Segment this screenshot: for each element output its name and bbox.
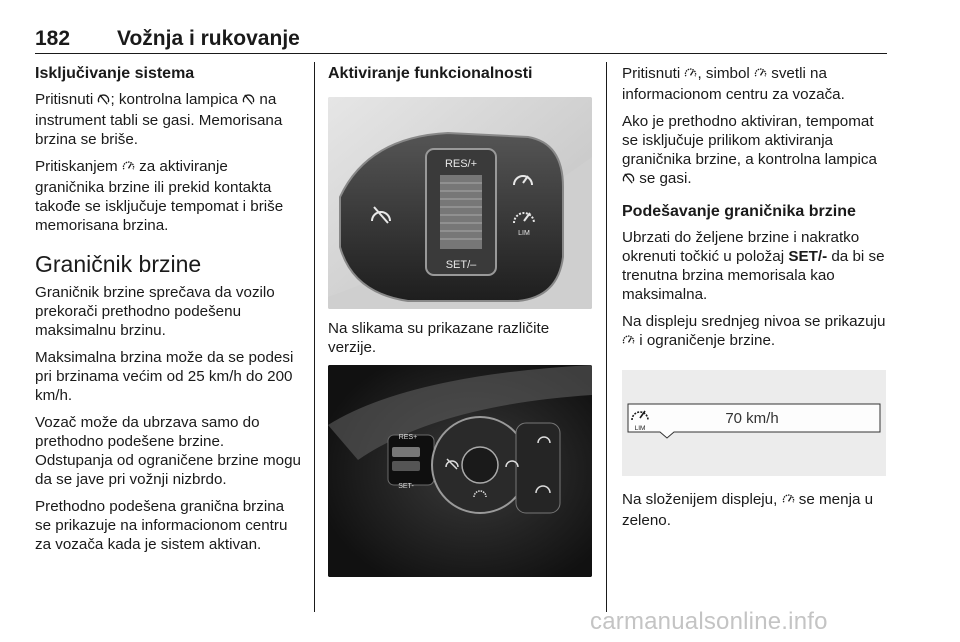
column-divider: [314, 62, 315, 612]
svg-text:SET/–: SET/–: [445, 259, 477, 271]
paragraph: Ako je prethodno aktiviran, tempomat se isključuje prilikom aktiviranja graničnika brzine, a kontrolna lampica se gasi.: [622, 112, 886, 190]
cruise-off-icon: [242, 92, 255, 111]
section-heading: Podešavanje graničnika brzine: [622, 203, 856, 220]
watermark: carmanualsonline.info: [590, 608, 828, 635]
image-caption: Na slikama su prikazane različite verzije.: [328, 320, 550, 356]
svg-text:LIM: LIM: [518, 230, 530, 237]
svg-text:RES+: RES+: [398, 434, 418, 441]
page-number: 182: [35, 27, 71, 50]
svg-text:RES/+: RES/+: [444, 158, 478, 170]
paragraph: Na složenijem displeju, se menja u zeleno.: [622, 491, 874, 529]
steering-wheel-photo-1: [328, 97, 592, 309]
cruise-off-icon: [622, 171, 635, 190]
speed-limiter-icon: [754, 66, 767, 85]
display-speed: 70 km/h: [725, 410, 779, 427]
column-middle: [328, 64, 592, 577]
speed-limiter-icon: [782, 492, 795, 511]
section-heading: Aktiviranje funkcionalnosti: [328, 65, 533, 82]
driver-info-display: [622, 370, 886, 476]
column-divider: [606, 62, 607, 612]
paragraph: Pritiskanjem za aktiviranje graničnika brzine ili prekid kontakta takođe se isključuje tempomat i briše memorisana brzina.: [35, 158, 284, 234]
paragraph: Ubrzati do željene brzine i nakratko okrenuti točkić u položaj SET/- da bi se trenutna brzina memorisala kao maksimalna.: [622, 229, 885, 303]
paragraph: Graničnik brzine sprečava da vozilo prekorači prethodno podešenu maksimalnu brzinu.: [35, 284, 275, 339]
steering-wheel-photo-2: [328, 365, 592, 577]
svg-text:SET-: SET-: [398, 483, 414, 490]
column-left: [35, 64, 301, 562]
paragraph: Vozač može da ubrzava samo do prethodno podešene brzine. Odstupanja od ograničene brzine mogu da se jave pri vožnji nizbrdo.: [35, 414, 301, 488]
section-heading: Isključivanje sistema: [35, 65, 195, 82]
svg-text:LIM: LIM: [634, 425, 646, 432]
paragraph: Na displeju srednjeg nivoa se prikazuju i ograničenje brzine.: [622, 312, 886, 352]
column-right: [622, 64, 886, 538]
speed-limiter-icon: [122, 159, 135, 178]
section-heading: Graničnik brzine: [35, 251, 202, 277]
speed-limiter-icon: [622, 333, 635, 352]
speed-limiter-icon: [684, 66, 697, 85]
paragraph: Pritisnuti ; kontrolna lampica na instrument tabli se gasi. Memorisana brzina se briše.: [35, 91, 283, 148]
paragraph: Prethodno podešena granična brzina se prikazuje na informacionom centru za vozača kada je sistem aktivan.: [35, 498, 288, 553]
cruise-off-icon: [97, 92, 110, 111]
page-header: [35, 27, 887, 54]
paragraph: Pritisnuti , simbol svetli na informacionom centru za vozača.: [622, 65, 845, 103]
chapter-title: Vožnja i rukovanje: [117, 27, 300, 50]
paragraph: Maksimalna brzina može da se podesi pri brzinama većim od 25 km/h do 200 km/h.: [35, 349, 294, 404]
